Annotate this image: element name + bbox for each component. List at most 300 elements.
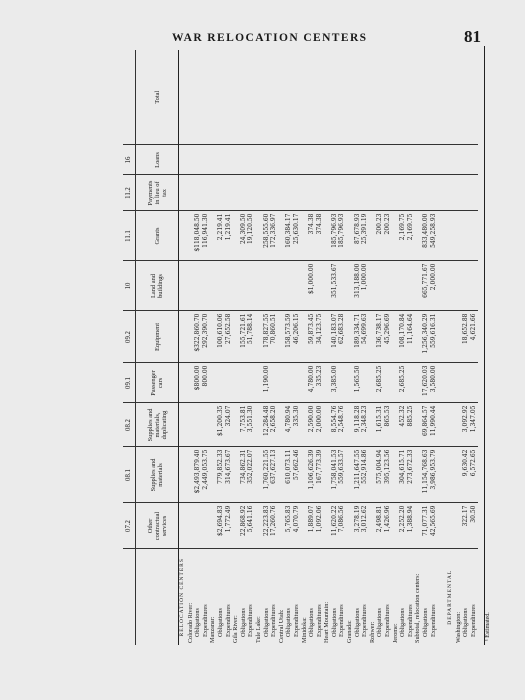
row-label: Obligations [353,608,361,637]
table-cell [308,145,316,175]
table-cell: $1,200.35 [217,403,225,447]
table-cell: 4,780.94 [285,403,293,447]
table-cell: 374.38 [316,211,324,261]
table-row [194,50,202,645]
table-cell [455,145,463,175]
table-cell [369,447,377,503]
table-cell [232,447,240,503]
column-code [123,549,136,645]
table-row [278,50,286,645]
table-cell [263,175,271,211]
table-cell: 3,551.30 [247,403,255,447]
table-cell [225,175,233,211]
table-cell: 30.50 [470,503,478,549]
table-cell [232,503,240,549]
table-cell: $2,493,879.40 [194,447,202,503]
table-cell [384,261,392,311]
table-cell [422,50,430,145]
table-cell [232,211,240,261]
table-cell: 185,796.93 [331,211,339,261]
table-cell [392,261,400,311]
table-cell: 1,256,340.29 [422,311,430,363]
table-cell [462,211,470,261]
table-cell [194,50,202,145]
table-cell [414,145,422,175]
table-cell [384,145,392,175]
table-cell: 7,086.56 [338,503,346,549]
column-code: 11.2 [123,175,136,211]
table-cell [278,175,286,211]
table-cell: 59,873.45 [308,311,316,363]
column-header: Grants [136,211,179,261]
table-cell [462,145,470,175]
row-label: Obligations [216,608,224,637]
table-cell [414,503,422,549]
table-cell [202,145,210,175]
row-label: Subtotal, relocation centers: [414,573,422,643]
table-cell: 1,347.05 [470,403,478,447]
table-cell [462,50,470,145]
row-label: Obligations [239,608,247,637]
table-cell: 2,348.23 [361,403,369,447]
table-row [376,50,384,645]
column-code: 10 [123,261,136,311]
table-cell [202,50,210,145]
table-cell [202,261,210,311]
table-cell: 610,073.11 [285,447,293,503]
table-cell: 734,862.31 [240,447,248,503]
column-code: 08.2 [123,403,136,447]
table-cell [437,145,447,175]
table-cell [462,175,470,211]
table-cell: 42,565.69 [430,503,438,549]
table-row [202,50,210,645]
table-cell: 3,385.00 [331,363,339,403]
table-cell [232,311,240,363]
table-row [323,50,331,645]
table-cell [301,50,309,145]
table-cell: 2,169.75 [399,211,407,261]
table-cell [346,447,354,503]
table-cell: 11,990.44 [430,403,438,447]
table-cell [392,211,400,261]
table-cell [462,363,470,403]
table-row [331,50,339,645]
table-cell: 9,118.28 [354,403,362,447]
section-heading: DEPARTMENTAL [447,569,454,625]
table-cell [217,50,225,145]
table-cell [293,175,301,211]
table-row [270,50,278,645]
table-cell [455,261,463,311]
table-cell: 62,683.28 [338,311,346,363]
table-cell [217,261,225,311]
table-cell [437,503,447,549]
column-code: 16 [123,145,136,175]
row-label: Minidoka: [300,617,308,643]
table-cell: 800.00 [202,363,210,403]
table-cell [247,50,255,145]
table-row [308,50,316,645]
table-cell [278,311,286,363]
table-cell [323,311,331,363]
table-cell [346,211,354,261]
table-cell [376,145,384,175]
table-cell: 2,219.41 [217,211,225,261]
table-cell [369,211,377,261]
table-cell: 273,672.33 [407,447,415,503]
table-cell: 2,590.00 [308,403,316,447]
table-cell [407,175,415,211]
table-cell [437,211,447,261]
table-cell: 2,252.20 [399,503,407,549]
table-cell [187,211,195,261]
table-cell: 335.23 [316,363,324,403]
table-cell: 324.07 [225,403,233,447]
column-header: Loans [136,145,179,175]
table-cell: 45,296.69 [384,311,392,363]
table-cell: 2,658.20 [270,403,278,447]
table-row [430,50,438,645]
table-row [247,50,255,645]
table-cell: 4,070.79 [293,503,301,549]
table-cell: 779,852.33 [217,447,225,503]
table-cell: 11,164.64 [407,311,415,363]
table-cell [209,175,217,211]
table-cell: 8,554.76 [331,403,339,447]
table-cell: 34,123.75 [316,311,324,363]
table-row [232,50,240,645]
table-cell [247,363,255,403]
table-row [240,50,248,645]
table-cell: 559,616.31 [430,311,438,363]
table-row [455,50,463,645]
table-row [285,50,293,645]
table-cell: 1,000.00 [361,261,369,311]
row-label: Granada: [346,620,354,643]
table-cell [437,261,447,311]
table-cell [202,175,210,211]
table-cell [285,50,293,145]
table-cell: 2,169.75 [407,211,415,261]
table-cell: 116,941.30 [202,211,210,261]
table-cell [470,211,478,261]
table-cell: 3,580.00 [430,363,438,403]
column-code: 08.1 [123,447,136,503]
table-cell [209,211,217,261]
table-cell [392,363,400,403]
row-label: Obligations [399,608,407,637]
table-cell: 1,760,221.55 [263,447,271,503]
table-cell [437,50,447,145]
table-cell: 1,889.07 [308,503,316,549]
table-cell [455,211,463,261]
table-cell [323,447,331,503]
table-cell [270,145,278,175]
table-cell: 885.25 [407,403,415,447]
row-label: Expenditures [224,604,232,637]
table-cell [323,50,331,145]
table-cell [187,363,195,403]
table-cell [338,50,346,145]
table-cell [217,363,225,403]
row-label: Expenditures [429,604,437,637]
table-cell [263,50,271,145]
table-cell [270,363,278,403]
row-label: Expenditures [338,604,346,637]
column-header: Other contractual services [136,503,179,549]
table-row [407,50,415,645]
table-cell [384,50,392,145]
table-cell [369,175,377,211]
table-cell [209,503,217,549]
row-label: Obligations [376,608,384,637]
table-cell [407,261,415,311]
expenditure-table [123,50,478,645]
table-cell [255,403,263,447]
table-cell [217,145,225,175]
table-cell [285,363,293,403]
table-cell [247,145,255,175]
column-code: 07.2 [123,503,136,549]
table-cell [346,363,354,403]
table-cell [209,50,217,145]
table-cell [338,363,346,403]
table-row [293,50,301,645]
table-cell: 51,788.14 [247,311,255,363]
table-cell [316,175,324,211]
table-cell [470,363,478,403]
table-cell [323,211,331,261]
row-label [437,549,447,645]
table-cell [209,403,217,447]
table-cell: 374.38 [308,211,316,261]
row-label: Expenditures [292,604,300,637]
table-cell [232,261,240,311]
table-cell: 313,188.00 [354,261,362,311]
table-cell [270,50,278,145]
table-cell: 200.23 [384,211,392,261]
table-cell [376,50,384,145]
column-code: 09.2 [123,311,136,363]
table-cell: 11,154,768.63 [422,447,430,503]
table-cell [209,447,217,503]
table-cell [293,261,301,311]
table-cell: 351,533.67 [331,261,339,311]
table-cell: 314,673.67 [225,447,233,503]
table-cell: 1,388.94 [407,503,415,549]
table-row [263,50,271,645]
table-cell: 9,630.42 [462,447,470,503]
table-cell: 3,278.19 [354,503,362,549]
table-cell [414,363,422,403]
table-cell [455,50,463,145]
table-cell: 7,753.81 [240,403,248,447]
table-cell: 185,796.93 [338,211,346,261]
page-number: 81 [464,27,481,46]
table-cell [414,50,422,145]
table-cell: 452.32 [399,403,407,447]
table-cell: 6,572.65 [470,447,478,503]
section-heading-row [179,50,187,645]
table-cell [455,175,463,211]
table-cell [255,261,263,311]
table-cell [209,261,217,311]
table-cell [316,145,324,175]
table-row [422,50,430,645]
table-cell [285,145,293,175]
table-cell: 637,627.13 [270,447,278,503]
table-cell: 178,827.55 [263,311,271,363]
table-cell [392,403,400,447]
column-header: Equipment [136,311,179,363]
table-cell: 24,309.50 [240,211,248,261]
table-cell: 292,390.70 [202,311,210,363]
column-code-row [123,50,136,645]
table-row [437,50,447,645]
table-cell [369,50,377,145]
table-cell [346,503,354,549]
table-cell [346,175,354,211]
table-cell: 258,555.60 [263,211,271,261]
table-cell: 71,077.31 [422,503,430,549]
table-cell: 2,498.81 [376,503,384,549]
table-cell [392,503,400,549]
table-cell: 1,190.00 [263,363,271,403]
table-cell: 2,000.00 [430,261,438,311]
table-cell [361,363,369,403]
table-cell: 5,765.83 [285,503,293,549]
table-cell: 1,426.96 [384,503,392,549]
row-label: Expenditures [247,604,255,637]
table-cell: 54,699.63 [361,311,369,363]
row-label: Obligations [262,608,270,637]
table-row [414,50,422,645]
row-label: Expenditures [406,604,414,637]
table-cell [361,145,369,175]
table-cell [285,261,293,311]
table-cell: 46,206.15 [293,311,301,363]
table-cell [338,175,346,211]
running-header-title: WAR RELOCATION CENTERS [172,32,368,44]
column-header-row [136,50,179,645]
table-cell [187,145,195,175]
table-cell: 395,123.56 [384,447,392,503]
rotated-table-container [123,50,491,645]
table-cell [247,261,255,311]
table-cell [187,403,195,447]
table-cell [278,363,286,403]
table-cell [293,145,301,175]
table-cell: 25,630.17 [293,211,301,261]
table-cell [430,145,438,175]
table-cell: 4,780.00 [308,363,316,403]
table-cell [414,261,422,311]
table-cell [470,261,478,311]
table-cell [293,50,301,145]
table-cell [338,261,346,311]
table-cell: 189,334.71 [354,311,362,363]
table-cell [278,50,286,145]
table-cell [278,447,286,503]
table-cell [255,50,263,145]
table-cell [361,50,369,145]
table-cell [194,175,202,211]
table-cell [301,503,309,549]
table-cell: 155,721.61 [240,311,248,363]
row-label: Jerome: [391,623,399,643]
table-cell [422,145,430,175]
column-code: 09.1 [123,363,136,403]
table-cell: 136,738.17 [376,311,384,363]
table-cell: 1,565.50 [354,363,362,403]
table-cell: 100,610.06 [217,311,225,363]
table-cell [346,311,354,363]
row-label: Manzanar: [209,616,217,643]
table-body [179,50,478,645]
table-cell [346,261,354,311]
table-cell [414,403,422,447]
table-cell [346,145,354,175]
table-cell [301,311,309,363]
table-cell: 335.30 [293,403,301,447]
table-cell: 1,219.41 [225,211,233,261]
table-cell [470,145,478,175]
table-cell: 2,449,053.75 [202,447,210,503]
table-cell [470,175,478,211]
table-cell [301,211,309,261]
table-cell: 22,223.83 [263,503,271,549]
table-cell: 322.17 [462,503,470,549]
table-cell: 70,860.51 [270,311,278,363]
table-cell [301,261,309,311]
table-row [338,50,346,645]
table-cell: 12,284.48 [263,403,271,447]
row-label: Gila River: [232,615,240,643]
table-cell: $800.00 [194,363,202,403]
row-label: Expenditures [315,604,323,637]
column-header: Supplies and materials, duplicating [136,403,179,447]
table-cell [376,175,384,211]
table-row [392,50,400,645]
table-cell: 18,652.88 [462,311,470,363]
table-cell [293,363,301,403]
table-cell [255,311,263,363]
row-label: Central Utah: [277,609,285,643]
table-cell: $1,000.00 [308,261,316,311]
table-cell [437,363,447,403]
table-cell [422,175,430,211]
table-cell: 158,573.59 [285,311,293,363]
table-cell: 19,120.50 [247,211,255,261]
table-cell [369,363,377,403]
table-cell: $2,694.83 [217,503,225,549]
row-label: Expenditures [270,604,278,637]
table-cell [414,447,422,503]
table-cell [376,261,384,311]
row-label: Expenditures [469,604,477,637]
column-header: Supplies and materials [136,447,179,503]
table-cell [278,403,286,447]
table-cell: 549,258.93 [430,211,438,261]
table-cell [338,145,346,175]
table-cell [232,145,240,175]
table-row [354,50,362,645]
table-cell [399,261,407,311]
table-row [301,50,309,645]
table-cell [399,145,407,175]
table-cell [225,145,233,175]
